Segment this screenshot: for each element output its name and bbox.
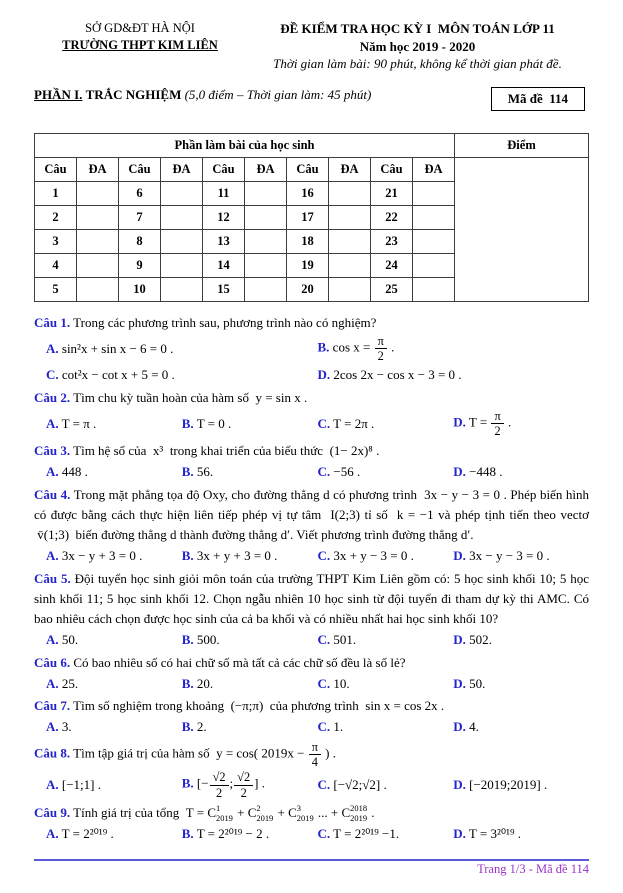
question-number-cell: 20: [287, 277, 329, 301]
question-number-cell: 1: [35, 181, 77, 205]
option-letter: A.: [46, 340, 59, 356]
option-letter: A.: [46, 826, 59, 842]
question-1-option-D: D. 2cos 2x − cos x − 3 = 0 .: [317, 367, 462, 383]
question-9-option-C: C. T = 2²⁰¹⁹ −1.: [317, 826, 400, 842]
answer-cell: [245, 253, 287, 277]
score-cell: [455, 157, 589, 301]
question-1-label: Câu 1.: [34, 314, 71, 330]
question-number-cell: 10: [119, 277, 161, 301]
answer-cell: [77, 205, 119, 229]
da-header: ĐA: [413, 157, 455, 181]
option-letter: D.: [453, 414, 466, 430]
answer-cell: [413, 229, 455, 253]
question-8-option-B: B. [− $\frac{√2}{2}$ ; $\frac{√2}{2}$ ] .: [181, 770, 265, 800]
question-4: [34, 485, 589, 566]
question-9-option-D: D. T = 3²⁰¹⁹ .: [453, 826, 521, 842]
question-2-label: Câu 2.: [34, 389, 71, 405]
question-7: [34, 696, 589, 737]
question-2-text: Câu 2. Tìm chu kỳ tuần hoàn của hàm số y = sin x .: [34, 389, 308, 405]
question-number-cell: 11: [203, 181, 245, 205]
question-number-cell: 9: [119, 253, 161, 277]
question-1-option-C: C. cot²x − cot x + 5 = 0 .: [46, 367, 175, 383]
question-5-option-B: B. 500.: [181, 632, 220, 648]
section-name: TRẮC NGHIỆM: [85, 86, 182, 102]
question-1: [34, 313, 589, 385]
question-8-options: [34, 770, 589, 799]
question-3-option-A: A. 448 .: [46, 464, 88, 480]
question-5-option-D: D. 502.: [453, 632, 492, 648]
question-number-cell: 24: [371, 253, 413, 277]
option-letter: B.: [181, 675, 194, 691]
cau-header: Câu: [203, 157, 245, 181]
answer-cell: [245, 229, 287, 253]
option-letter: A.: [46, 548, 59, 564]
answer-cell: [161, 205, 203, 229]
question-number-cell: 25: [371, 277, 413, 301]
option-letter: C.: [317, 632, 331, 648]
da-header: ĐA: [329, 157, 371, 181]
answer-cell: [413, 277, 455, 301]
answer-cell: [161, 277, 203, 301]
question-2-option-C: C. T = 2π .: [317, 415, 375, 431]
exam-duration-note: Thời gian làm bài: 90 phút, không kể thời gian phát đề.: [273, 56, 562, 72]
question-8-label: Câu 8.: [34, 745, 71, 761]
header-right-block: [246, 20, 589, 73]
school-name: TRƯỜNG THPT KIM LIÊN: [62, 37, 218, 52]
question-5-text: Câu 5. Đội tuyển học sinh giỏi môn toán của trường THPT Kim Liên gồm có: 5 học sinh khối 10; 5 học sinh khối 11; 5 học sinh khối 12. Chọn ngẫu nhiên 10 học sinh từ đội tuyển đi tham dự kỳ thi AMC. Có bao nhiêu cách chọn được học sinh của cả ba khối và có nhiều nhất hai học sinh khối 10?: [34, 570, 590, 627]
question-number-cell: 22: [371, 205, 413, 229]
option-letter: C.: [317, 777, 331, 793]
option-letter: B.: [181, 632, 194, 648]
question-9-option-B: B. T = 2²⁰¹⁹ − 2 .: [181, 826, 270, 842]
question-3: [34, 441, 589, 482]
question-6-option-A: A. 25.: [46, 675, 79, 691]
answer-cell: [161, 253, 203, 277]
question-1-text: Câu 1. Trong các phương trình sau, phương trình nào có nghiệm?: [34, 314, 377, 330]
questions-list: [34, 313, 589, 844]
question-7-option-A: A. 3.: [46, 719, 72, 735]
question-3-option-B: B. 56.: [181, 464, 214, 480]
question-number-cell: 15: [203, 277, 245, 301]
question-number-cell: 23: [371, 229, 413, 253]
answer-cell: [77, 253, 119, 277]
question-6-option-B: B. 20.: [181, 675, 214, 691]
question-6-options: [34, 674, 589, 694]
option-letter: D.: [453, 719, 466, 735]
question-number-cell: 16: [287, 181, 329, 205]
option-letter: B.: [317, 339, 330, 355]
question-3-label: Câu 3.: [34, 443, 71, 459]
question-3-text: Câu 3. Tìm hệ số của x³ trong khai triển của biểu thức (1− 2x)⁸ .: [34, 443, 380, 459]
option-letter: C.: [317, 464, 331, 480]
question-number-cell: 19: [287, 253, 329, 277]
question-5: [34, 569, 589, 650]
math-fraction: $\frac{√2}{2}$: [234, 770, 253, 799]
da-header: ĐA: [245, 157, 287, 181]
exam-code-box: Mã đề 114: [491, 87, 585, 111]
option-letter: C.: [317, 826, 331, 842]
score-label: Điểm: [455, 133, 589, 157]
question-4-option-A: A. 3x − y + 3 = 0 .: [46, 548, 143, 564]
question-number-cell: 5: [35, 277, 77, 301]
question-5-label: Câu 5.: [34, 570, 71, 586]
math-fraction: $\frac{\pi}{4}$: [309, 740, 321, 769]
question-1-option-B: B. cos x = $\frac{\pi}{2}$ .: [317, 333, 395, 363]
answer-cell: [161, 181, 203, 205]
question-9: [34, 803, 589, 844]
question-9-text: Câu 9. Tính giá trị của tổng T = C 1 2019 + C 2 2019 + C 3 2019 ... + C 2018 2019 .: [34, 802, 375, 823]
answer-cell: [245, 277, 287, 301]
option-letter: C.: [317, 548, 331, 564]
question-6-option-D: D. 50.: [453, 675, 486, 691]
section-title: [34, 87, 371, 103]
question-3-options: [34, 462, 589, 482]
question-1-option-A: A. sin²x + sin x − 6 = 0 .: [46, 340, 174, 356]
question-7-option-C: C. 1.: [317, 719, 344, 735]
question-5-options: [34, 630, 589, 650]
option-letter: C.: [317, 719, 331, 735]
section-part-label: PHẦN I.: [34, 86, 83, 102]
option-letter: A.: [46, 632, 59, 648]
question-4-text: Câu 4. Trong mặt phẳng tọa độ Oxy, cho đường thẳng d có phương trình 3x − y − 3 = 0 . Phép biến hình có được bằng cách thực hiện liên tiếp phép vị tự tâm I(2;3) tỉ số k = −1 và phép tịnh tiến theo vectơ v̄(1;3) biến đường thẳng d thành đường thẳng d′. Viết phương trình đường thẳng d′.: [34, 486, 589, 543]
option-letter: C.: [317, 675, 331, 691]
option-letter: B.: [181, 415, 194, 431]
answer-sheet-title: Phần làm bài của học sinh: [35, 133, 455, 157]
cau-header: Câu: [35, 157, 77, 181]
question-5-option-A: A. 50.: [46, 632, 79, 648]
question-number-cell: 4: [35, 253, 77, 277]
question-6: [34, 653, 589, 694]
question-8-option-A: A. [−1;1] .: [46, 777, 101, 793]
option-letter: A.: [46, 415, 59, 431]
option-letter: B.: [181, 464, 194, 480]
question-5-option-C: C. 501.: [317, 632, 357, 648]
option-letter: C.: [317, 415, 331, 431]
question-7-option-D: D. 4.: [453, 719, 479, 735]
question-2: [34, 388, 589, 439]
question-2-options: [34, 409, 589, 438]
answer-cell: [413, 253, 455, 277]
answer-cell: [329, 253, 371, 277]
answer-cell: [77, 277, 119, 301]
question-7-options: [34, 717, 589, 737]
option-letter: B.: [181, 775, 194, 791]
question-8-option-D: D. [−2019;2019] .: [453, 777, 548, 793]
option-letter: B.: [181, 548, 194, 564]
da-header: ĐA: [77, 157, 119, 181]
option-letter: D.: [317, 367, 331, 383]
department-name: SỞ GD&ĐT HÀ NỘI: [85, 21, 195, 35]
question-2-option-D: D. T = $\frac{\pi}{2}$ .: [453, 408, 512, 438]
answer-cell: [329, 229, 371, 253]
answer-cell: [245, 205, 287, 229]
question-number-cell: 12: [203, 205, 245, 229]
option-letter: D.: [453, 548, 466, 564]
question-4-options: [34, 546, 589, 566]
question-2-option-B: B. T = 0 .: [181, 415, 232, 431]
answer-cell: [329, 181, 371, 205]
page-number: Trang 1/3 - Mã đề 114: [477, 862, 589, 876]
answer-cell: [329, 205, 371, 229]
math-scripts: 2 2019: [256, 802, 274, 823]
math-scripts: 3 2019: [296, 802, 314, 823]
math-scripts: 2018 2019: [350, 802, 368, 823]
option-letter: A.: [46, 464, 59, 480]
question-4-option-C: C. 3x + y − 3 = 0 .: [317, 548, 414, 564]
question-1-options: [34, 334, 589, 385]
question-6-text: Câu 6. Có bao nhiêu số có hai chữ số mà tất cả các chữ số đều là số lẻ?: [34, 654, 406, 670]
question-number-cell: 8: [119, 229, 161, 253]
option-letter: A.: [46, 777, 59, 793]
option-letter: A.: [46, 675, 59, 691]
question-7-label: Câu 7.: [34, 698, 71, 714]
question-6-label: Câu 6.: [34, 654, 71, 670]
footer-divider-line: [34, 859, 589, 861]
option-letter: D.: [453, 675, 466, 691]
cau-header: Câu: [371, 157, 413, 181]
math-fraction: $\frac{\pi}{2}$: [375, 334, 387, 363]
answer-cell: [77, 181, 119, 205]
question-number-cell: 6: [119, 181, 161, 205]
option-letter: D.: [453, 464, 466, 480]
question-3-option-D: D. −448 .: [453, 464, 503, 480]
header-left-block: [34, 20, 246, 54]
answer-cell: [329, 277, 371, 301]
cau-header: Câu: [287, 157, 329, 181]
cau-header: Câu: [119, 157, 161, 181]
option-letter: C.: [46, 367, 59, 383]
question-8-option-C: C. [−√2;√2] .: [317, 777, 387, 793]
question-8: [34, 740, 589, 800]
question-9-label: Câu 9.: [34, 804, 71, 820]
section-detail: (5,0 điểm – Thời gian làm: 45 phút): [184, 86, 372, 102]
math-fraction: $\frac{\pi}{2}$: [491, 409, 503, 438]
question-number-cell: 2: [35, 205, 77, 229]
page-footer: [34, 859, 589, 877]
question-7-option-B: B. 2.: [181, 719, 207, 735]
option-letter: D.: [453, 826, 466, 842]
question-3-option-C: C. −56 .: [317, 464, 361, 480]
answer-cell: [413, 205, 455, 229]
option-letter: D.: [453, 777, 466, 793]
question-number-cell: 18: [287, 229, 329, 253]
page-header: [34, 20, 589, 73]
math-scripts: 1 2019: [216, 802, 233, 823]
answer-cell: [77, 229, 119, 253]
question-2-option-A: A. T = π .: [46, 415, 97, 431]
question-number-cell: 14: [203, 253, 245, 277]
answer-cell: [245, 181, 287, 205]
question-9-option-A: A. T = 2²⁰¹⁹ .: [46, 826, 114, 842]
option-letter: B.: [181, 826, 194, 842]
math-fraction: $\frac{√2}{2}$: [210, 770, 229, 799]
answer-cell: [161, 229, 203, 253]
option-letter: D.: [453, 632, 466, 648]
question-4-option-B: B. 3x + y + 3 = 0 .: [181, 548, 278, 564]
question-number-cell: 17: [287, 205, 329, 229]
question-6-option-C: C. 10.: [317, 675, 350, 691]
section-row: [34, 87, 589, 111]
option-letter: A.: [46, 719, 59, 735]
exam-school-year: Năm học 2019 - 2020: [359, 38, 476, 54]
question-number-cell: 13: [203, 229, 245, 253]
answer-cell: [413, 181, 455, 205]
question-7-text: Câu 7. Tìm số nghiệm trong khoảng (−π;π) của phương trình sin x = cos 2x .: [34, 698, 445, 714]
da-header: ĐA: [161, 157, 203, 181]
exam-title: ĐỀ KIỂM TRA HỌC KỲ I MÔN TOÁN LỚP 11: [280, 21, 555, 36]
question-number-cell: 7: [119, 205, 161, 229]
question-4-option-D: D. 3x − y − 3 = 0 .: [453, 548, 550, 564]
option-letter: B.: [181, 719, 194, 735]
question-9-options: [34, 824, 589, 844]
answer-sheet-table: [34, 133, 589, 302]
question-number-cell: 21: [371, 181, 413, 205]
question-4-label: Câu 4.: [34, 486, 71, 502]
question-8-text: Câu 8. Tìm tập giá trị của hàm số y = cos( 2019x − $\frac{\pi}{4}$ ) .: [34, 739, 337, 770]
question-number-cell: 3: [35, 229, 77, 253]
